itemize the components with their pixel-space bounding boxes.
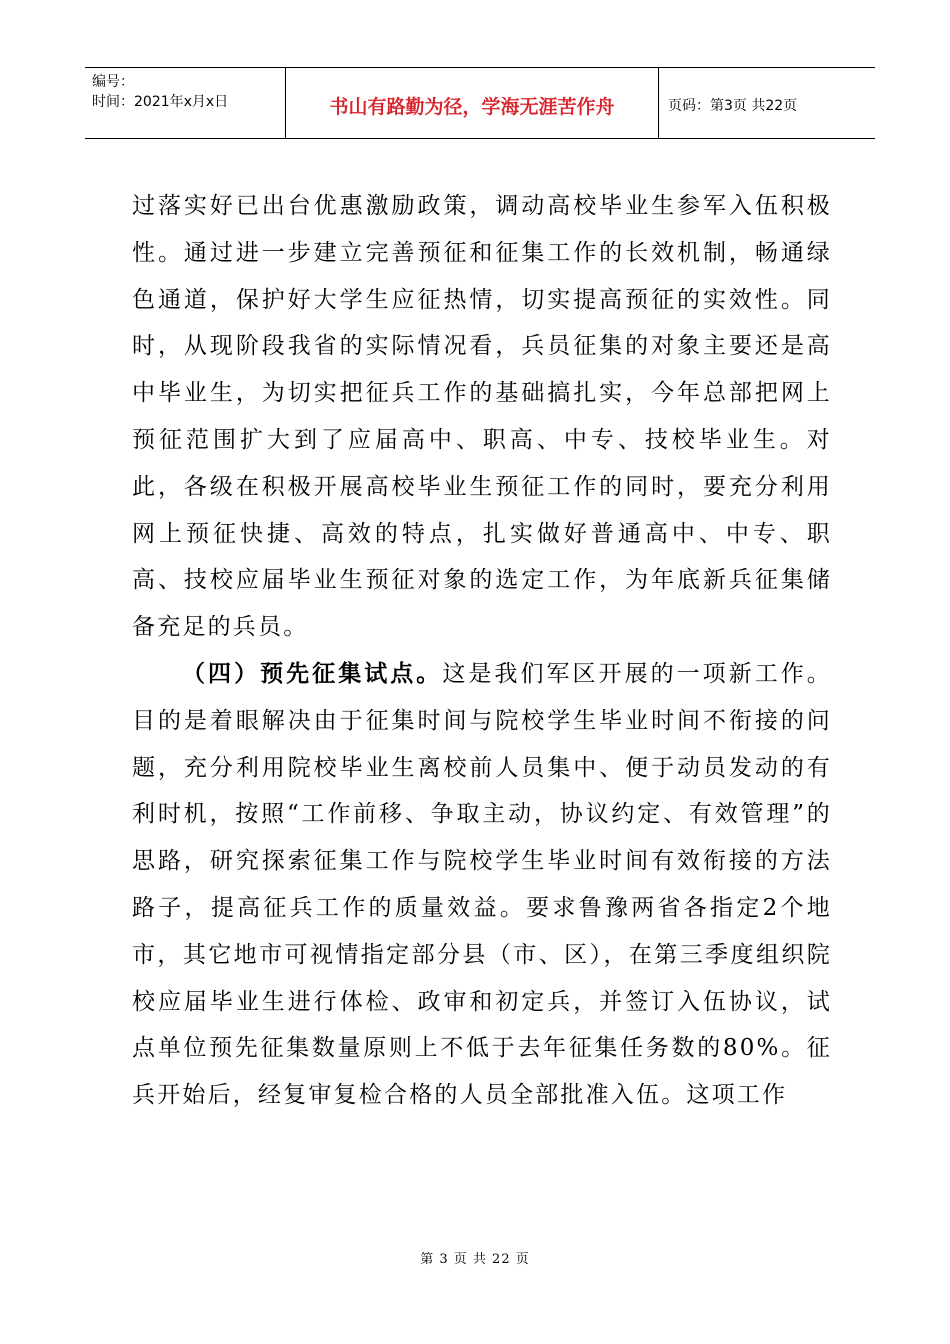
time-label: 时间：2021年x月x日: [92, 94, 229, 110]
page-footer: 第 3 页 共 22 页: [420, 1252, 530, 1267]
document-body: [132, 183, 832, 1119]
page-header: [85, 67, 875, 139]
header-motto: 书山有路勤为径，学海无涯苦作舟: [286, 68, 659, 138]
header-page-info: 页码：第3页 共22页: [668, 98, 798, 114]
paragraph-2-text: 这是我们军区开展的一项新工作。目的是着眼解决由于征集时间与院校学生毕业时间不衔接的问题，充分利用院校毕业生离校前人员集中、便于动员发动的有利时机，按照“工作前移、争取主动，协议约定、有效管理”的思路，研究探索征集工作与院校学生毕业时间有效衔接的方法路子，提高征兵工作的质量效益。要求鲁豫两省各指定2个地市，其它地市可视情指定部分县（市、区），在第三季度组织院校应届毕业生进行体检、政审和初定兵，并签订入伍协议，试点单位预先征集数量原则上不低于去年征集任务数的80%。征兵开始后，经复审复检合格的人员全部批准入伍。这项工作: [132, 660, 833, 1109]
header-meta: [85, 68, 286, 138]
section-heading: （四）预先征集试点。: [182, 659, 443, 687]
paragraph-2: [132, 651, 832, 1119]
paragraph-1: 过落实好已出台优惠激励政策，调动高校毕业生参军入伍积极性。通过进一步建立完善预征和征集工作的长效机制，畅通绿色通道，保护好大学生应征热情，切实提高预征的实效性。同时，从现阶段我省的实际情况看，兵员征集的对象主要还是高中毕业生，为切实把征兵工作的基础搞扎实，今年总部把网上预征范围扩大到了应届高中、职高、中专、技校毕业生。对此，各级在积极开展高校毕业生预征工作的同时，要充分利用网上预征快捷、高效的特点，扎实做好普通高中、中专、职高、技校应届毕业生预征对象的选定工作，为年底新兵征集储备充足的兵员。: [132, 193, 832, 641]
serial-number-label: 编号：: [92, 74, 134, 90]
